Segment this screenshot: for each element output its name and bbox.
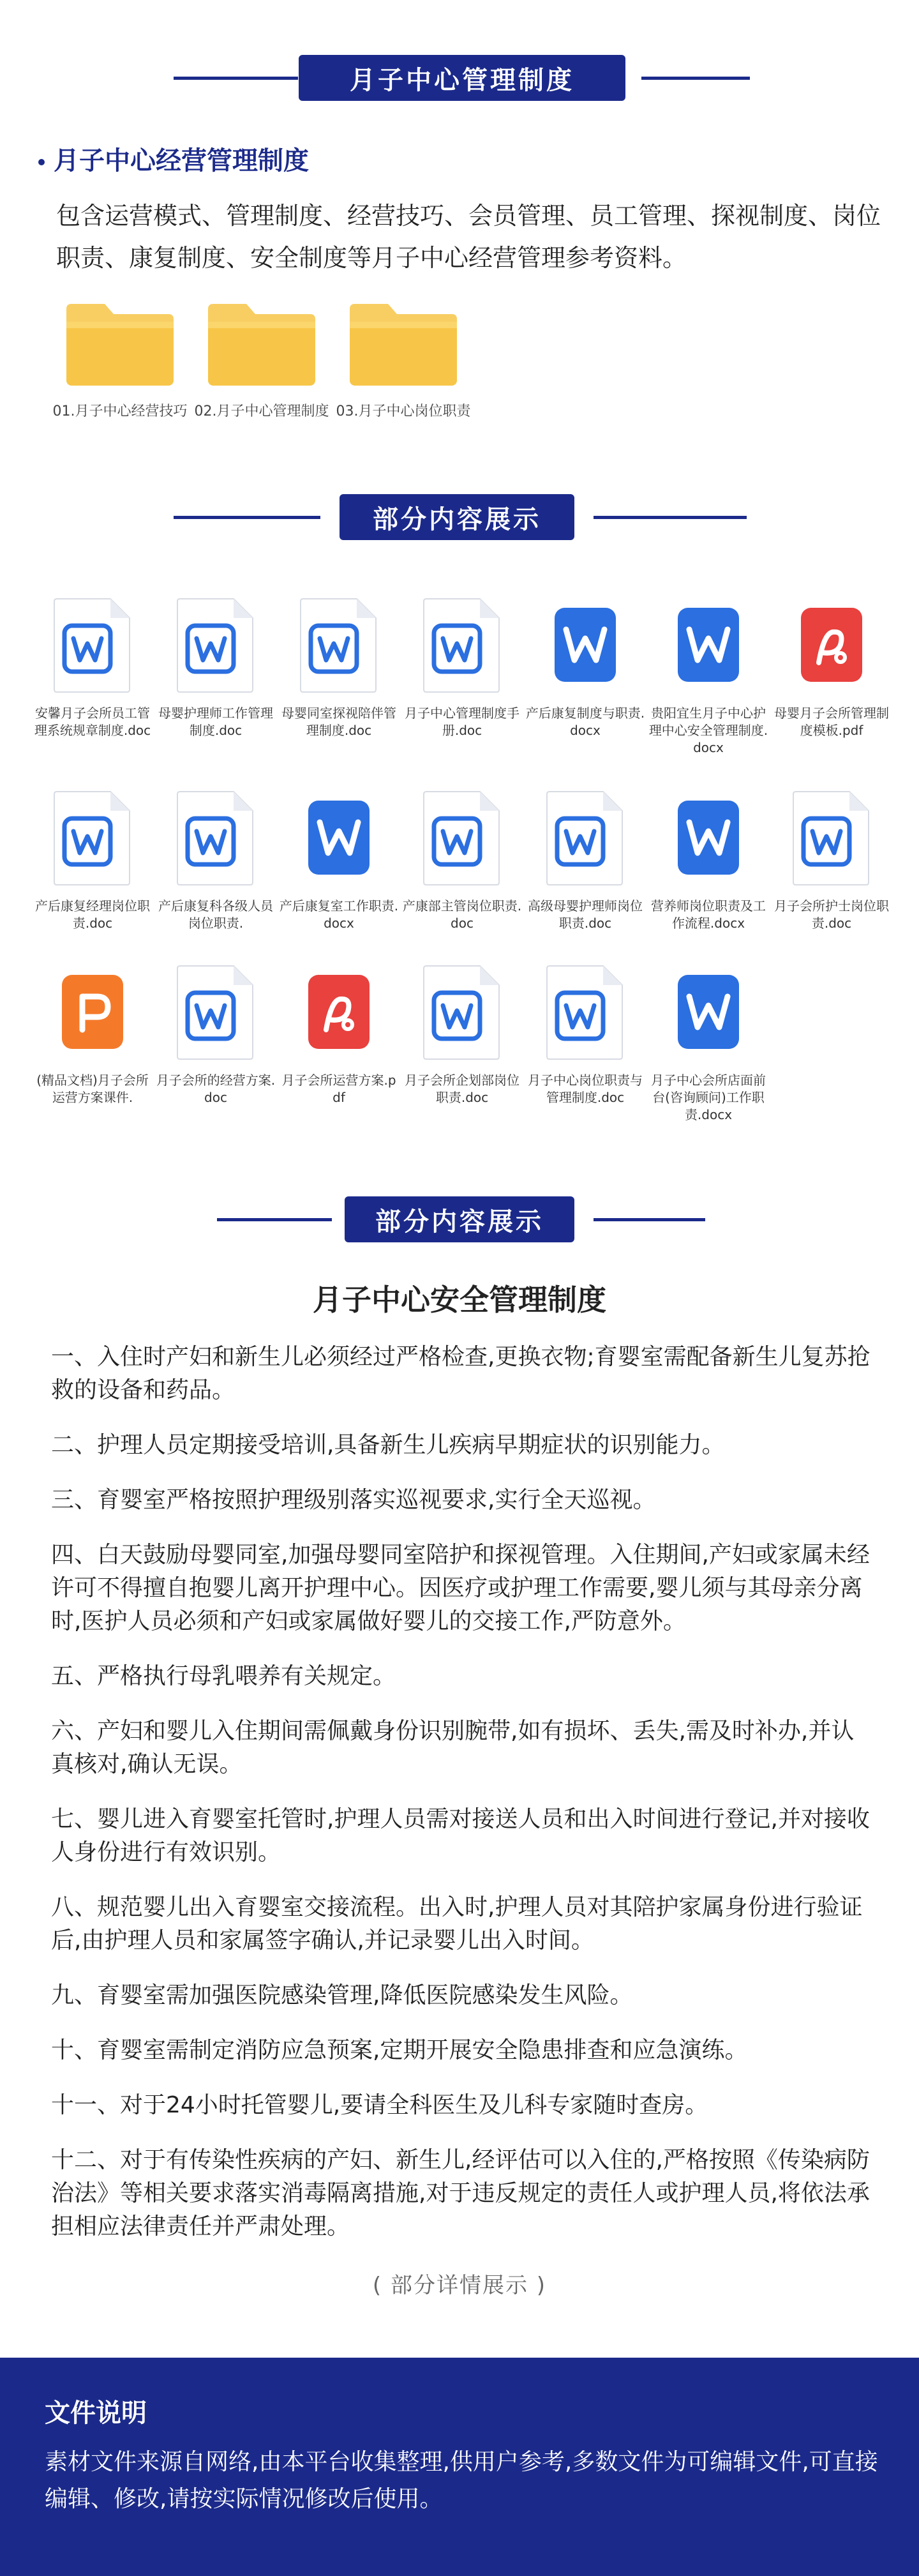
file-icon [293, 787, 385, 889]
file-item[interactable] [278, 787, 400, 932]
folder-item[interactable] [191, 300, 332, 423]
file-icon [416, 594, 508, 696]
file-icon [47, 961, 138, 1063]
file-name: 月子会所的经营方案.doc [156, 1073, 276, 1105]
file-icon [416, 961, 508, 1063]
file-icon [293, 961, 385, 1063]
file-icon [786, 787, 878, 889]
file-icon [539, 787, 631, 889]
file-name: 月子中心管理制度手册.doc [405, 705, 519, 738]
document-paragraph: 六、产妇和婴儿入住期间需佩戴身份识别腕带,如有损坏、丢失,需及时补办,并认真核对,确认无误。 [51, 1718, 855, 1777]
file-icon [170, 594, 262, 696]
folder-icon [346, 300, 461, 389]
file-icon [170, 787, 262, 889]
footer [0, 2358, 919, 2576]
divider-line [174, 516, 320, 519]
file-name: 月子会所企划部岗位职责.doc [405, 1073, 519, 1105]
file-icon [47, 594, 138, 696]
document-paragraph: 八、规范婴儿出入育婴室交接流程。出入时,护理人员对其陪护家属身份进行验证后,由护理人员和家属签字确认,并记录婴儿出入时间。 [51, 1894, 863, 1954]
file-item[interactable] [771, 594, 892, 739]
file-item[interactable] [278, 594, 400, 739]
file-icon [47, 787, 138, 889]
footer-text: 素材文件来源自网络,由本平台收集整理,供用户参考,多数文件为可编辑文件,可直接编辑、修改,请按实际情况修改后使用。 [45, 2449, 878, 2512]
folder-label: 02.月子中心管理制度 [194, 403, 329, 419]
file-item[interactable] [648, 961, 769, 1124]
file-icon [786, 594, 878, 696]
section-header-partial-1 [0, 492, 919, 543]
file-item[interactable] [525, 961, 646, 1106]
file-name: 营养师岗位职责及工作流程.docx [651, 898, 766, 931]
document-paragraph: 四、白天鼓励母婴同室,加强母婴同室陪护和探视管理。入住期间,产妇或家属未经许可不得擅自抱婴儿离开护理中心。因医疗或护理工作需要,婴儿须与其母亲分离时,医护人员必须和产妇或家属做好婴儿的交接工作,严防意外。 [51, 1542, 870, 1634]
file-item[interactable] [525, 787, 646, 932]
file-item[interactable] [32, 787, 153, 932]
folder-item[interactable] [333, 300, 474, 423]
section-title-pill: 部分内容展示 [345, 1196, 574, 1242]
file-item[interactable] [278, 961, 400, 1106]
file-icon [293, 594, 385, 696]
file-name: 月子会所护士岗位职责.doc [774, 898, 889, 931]
divider-line [217, 1218, 332, 1221]
file-item[interactable] [32, 594, 153, 739]
file-name: 母婴月子会所管理制度模板.pdf [774, 705, 889, 738]
file-name: 月子中心会所店面前台(咨询顾问)工作职责.docx [651, 1073, 766, 1122]
file-icon [539, 961, 631, 1063]
folder-label: 01.月子中心经营技巧 [52, 403, 188, 419]
document-paragraph: 二、护理人员定期接受培训,具备新生儿疾病早期症状的识别能力。 [51, 1432, 725, 1458]
file-name: 月子中心岗位职责与管理制度.doc [528, 1073, 643, 1105]
file-item[interactable] [155, 594, 276, 739]
document-paragraph: 七、婴儿进入育婴室托管时,护理人员需对接送人员和出入时间进行登记,并对接收人身份进行有效识别。 [51, 1806, 870, 1865]
file-item[interactable] [771, 787, 892, 932]
file-name: 安馨月子会所员工管理系统规章制度.doc [34, 705, 151, 738]
section-header-top [0, 52, 919, 103]
file-name: 贵阳宜生月子中心护理中心安全管理制度.docx [648, 705, 768, 755]
section-title-pill: 部分内容展示 [340, 494, 574, 540]
footer-title: 文件说明 [45, 2399, 147, 2428]
section-header-partial-2 [0, 1194, 919, 1245]
file-name: 高级母婴护理师岗位职责.doc [528, 898, 643, 931]
file-icon [170, 961, 262, 1063]
folder-icon [204, 300, 319, 389]
detail-note: ( 部分详情展示 ) [372, 2273, 547, 2298]
file-icon [662, 594, 754, 696]
file-icon [539, 594, 631, 696]
document-title: 月子中心安全管理制度 [313, 1283, 606, 1317]
file-name: 产后康复制度与职责.docx [525, 705, 645, 738]
file-name: 产后康复科各级人员岗位职责. [158, 898, 273, 931]
file-icon [662, 787, 754, 889]
intro-title-text: 月子中心经营管理制度 [54, 146, 309, 176]
divider-line [174, 77, 298, 80]
file-name: 产后康复室工作职责.docx [279, 898, 399, 931]
document-body [51, 1341, 874, 2265]
document-paragraph: 九、育婴室需加强医院感染管理,降低医院感染发生风险。 [51, 1982, 633, 2008]
intro-title [38, 140, 309, 177]
file-item[interactable] [648, 787, 769, 932]
document-paragraph: 十、育婴室需制定消防应急预案,定期开展安全隐患排查和应急演练。 [51, 2037, 748, 2063]
intro-description: 包含运营模式、管理制度、经营技巧、会员管理、员工管理、探视制度、岗位职责、康复制度、安全制度等月子中心经营管理参考资料。 [56, 202, 881, 272]
file-name: 产康部主管岗位职责.doc [402, 898, 522, 931]
file-item[interactable] [525, 594, 646, 739]
section-title-pill: 月子中心管理制度 [299, 55, 625, 101]
divider-line [594, 1218, 705, 1221]
divider-line [594, 516, 747, 519]
document-paragraph: 一、入住时产妇和新生儿必须经过严格检查,更换衣物;育婴室需配备新生儿复苏抢救的设备和药品。 [51, 1344, 870, 1403]
file-item[interactable] [155, 961, 276, 1106]
file-item[interactable] [32, 961, 153, 1106]
bullet-dot [38, 159, 45, 165]
file-item[interactable] [648, 594, 769, 757]
file-item[interactable] [401, 961, 523, 1106]
document-paragraph: 三、育婴室严格按照护理级别落实巡视要求,实行全天巡视。 [51, 1487, 656, 1513]
file-name: 月子会所运营方案.pdf [281, 1073, 396, 1105]
folder-item[interactable] [50, 300, 190, 423]
file-item[interactable] [401, 787, 523, 932]
file-icon [416, 787, 508, 889]
file-name: 产后康复经理岗位职责.doc [35, 898, 150, 931]
file-item[interactable] [401, 594, 523, 739]
file-name: (精品文档)月子会所运营方案课件. [36, 1073, 149, 1105]
file-item[interactable] [155, 787, 276, 932]
divider-line [641, 77, 750, 80]
folder-icon [63, 300, 177, 389]
document-paragraph: 十二、对于有传染性疾病的产妇、新生儿,经评估可以入住的,严格按照《传染病防治法》等相关要求落实消毒隔离措施,对于违反规定的责任人或护理人员,将依法承担相应法律责任并严肃处理。 [51, 2147, 870, 2240]
file-name: 母婴同室探视陪伴管理制度.doc [281, 705, 396, 738]
document-paragraph: 十一、对于24小时托管婴儿,要请全科医生及儿科专家随时查房。 [51, 2092, 708, 2118]
file-icon [662, 961, 754, 1063]
file-name: 母婴护理师工作管理制度.doc [158, 705, 273, 738]
folder-label: 03.月子中心岗位职责 [336, 403, 471, 419]
document-paragraph: 五、严格执行母乳喂养有关规定。 [51, 1663, 396, 1689]
